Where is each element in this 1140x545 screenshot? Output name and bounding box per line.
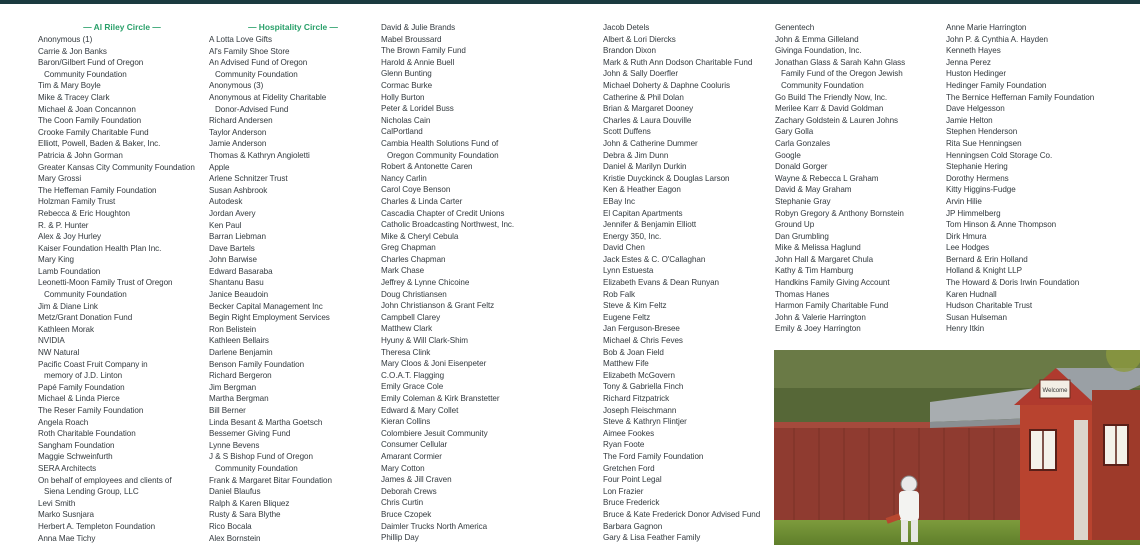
donor-name: Mike & Cheryl Cebula (381, 231, 459, 241)
donor-name: David & May Graham (775, 185, 852, 195)
donor-name: Robert & Antonette Caren (381, 162, 473, 172)
donor-name: Marko Susnjara (38, 510, 94, 520)
donor-name: Chris Curtin (381, 498, 424, 508)
farm-photo (774, 350, 1140, 545)
donor-name: The Bernice Heffernan Family Foundation (946, 92, 1095, 102)
donor-name: Rebecca & Eric Houghton (38, 208, 130, 218)
donor-name: Michael & Joan Concannon (38, 104, 136, 114)
donor-name: John Christianson & Grant Feltz (381, 301, 495, 311)
donor-name: Arvin Hilie (946, 196, 982, 206)
donor-name: Cascadia Chapter of Credit Unions (381, 208, 505, 218)
donor-name: Mabel Broussard (381, 34, 442, 44)
donor-name: Genentech (775, 23, 815, 32)
donor-name: Cambia Health Solutions Fund of (381, 138, 499, 148)
donor-name: Theresa Clink (381, 347, 431, 357)
donor-name: Community Foundation (44, 69, 127, 79)
top-bar (0, 0, 1140, 4)
donor-name: Tim & Mary Boyle (38, 81, 101, 91)
donor-name: Lon Frazier (603, 486, 644, 496)
donor-name: Glenn Bunting (381, 69, 432, 79)
donor-name: Charles & Laura Douville (603, 115, 692, 125)
donor-name: Jennifer & Benjamin Elliott (603, 220, 697, 230)
donor-name: Anonymous (1) (38, 35, 93, 44)
donor-name: Donor-Advised Fund (215, 104, 289, 114)
donor-name: Jacob Detels (603, 23, 650, 32)
donor-name: Holly Burton (381, 92, 425, 102)
donor-name: Brandon Dixon (603, 46, 656, 56)
donor-name: Consumer Cellular (381, 440, 448, 450)
donor-name: EBay Inc (603, 196, 635, 206)
donor-name: Crooke Family Charitable Fund (38, 127, 149, 137)
donor-name: Ken Paul (209, 220, 242, 230)
donor-name: Jordan Avery (209, 208, 256, 218)
donor-name: Peter & Loridel Buss (381, 104, 454, 114)
donor-name: Givinga Foundation, Inc. (775, 46, 862, 56)
donor-name: Levi Smith (38, 498, 76, 508)
donor-name: Mary Cloos & Joni Eisenpeter (381, 359, 487, 369)
donor-name: Catherine & Phil Dolan (603, 92, 684, 102)
donor-name: Stephanie Gray (775, 196, 831, 206)
donor-name: The Ford Family Foundation (603, 451, 704, 461)
donor-name: Papé Family Foundation (38, 382, 125, 392)
donor-name: Elliott, Powell, Baden & Baker, Inc. (38, 139, 161, 149)
donor-name: Roth Charitable Foundation (38, 429, 136, 439)
donor-name: Kristie Duyckinck & Douglas Larson (603, 173, 730, 183)
donor-name: Dave Helgesson (946, 104, 1005, 114)
donor-name: Ryan Foote (603, 440, 645, 450)
donor-name: The Brown Family Fund (381, 46, 466, 56)
donor-name: Edward & Mary Collet (381, 405, 459, 415)
donor-name: Cormac Burke (381, 80, 433, 90)
donor-name: Gary Golla (775, 127, 814, 137)
donor-name: Kaiser Foundation Health Plan Inc. (38, 243, 162, 253)
donor-name: Kieran Collins (381, 417, 431, 427)
donor-name: John & Emma Gilleland (775, 34, 859, 44)
donor-name: Michael & Linda Pierce (38, 394, 120, 404)
donor-name: Holzman Family Trust (38, 197, 116, 207)
donor-name: Four Point Legal (603, 475, 662, 485)
donor-name: Jamie Anderson (209, 139, 267, 149)
donor-name: Bruce & Kate Frederick Donor Advised Fund (603, 509, 761, 519)
donor-name: Mike & Melissa Haglund (775, 243, 861, 253)
donor-name: Eugene Feltz (603, 312, 651, 322)
donor-name: Kathleen Morak (38, 324, 94, 334)
donor-name: Kathy & Tim Hamburg (775, 266, 854, 276)
donor-name: Karen Hudnall (946, 289, 997, 299)
donor-name: Mark & Ruth Ann Dodson Charitable Fund (603, 57, 753, 67)
donor-name: Hyuny & Will Clark-Shim (381, 336, 468, 346)
donor-name: Ken & Heather Eagon (603, 185, 681, 195)
donor-name: Debra & Jim Dunn (603, 150, 669, 160)
donor-name: Barran Liebman (209, 232, 266, 242)
donor-name: Shantanu Basu (209, 278, 264, 288)
donor-name: Mary Cotton (381, 463, 425, 473)
donor-name: John Barwise (209, 255, 257, 265)
circle-heading: — Al Riley Circle — (83, 22, 161, 32)
donor-name: Jamie Helton (946, 115, 993, 125)
donor-name: Martha Bergman (209, 394, 269, 404)
donor-name: J & S Bishop Fund of Oregon (209, 452, 313, 462)
donor-name: Alex Bornstein (209, 533, 261, 543)
donor-name: Dorothy Hermens (946, 173, 1009, 183)
donor-name: Stephen Henderson (946, 127, 1018, 137)
donor-name: Anonymous at Fidelity Charitable (209, 92, 327, 102)
donor-name: JP Himmelberg (946, 208, 1001, 218)
donor-name: Frank & Margaret Bitar Foundation (209, 475, 332, 485)
donor-name: Tom Hinson & Anne Thompson (946, 220, 1057, 230)
donor-name: Hedinger Family Foundation (946, 80, 1047, 90)
donor-name: SERA Architects (38, 463, 97, 473)
donor-name: Zachary Goldstein & Lauren Johns (775, 115, 899, 125)
donor-name: Taylor Anderson (209, 127, 267, 137)
donor-name: Thomas Hanes (775, 289, 830, 299)
donor-name: Huston Hedinger (946, 69, 1006, 79)
donor-name: John Hall & Margaret Chula (775, 254, 874, 264)
donor-name: Arlene Schnitzer Trust (209, 174, 288, 184)
donor-name: Jonathan Glass & Sarah Kahn Glass (775, 57, 906, 67)
donor-name: James & Jill Craven (381, 475, 452, 485)
donor-name: Greater Kansas City Community Foundation (38, 162, 195, 172)
donor-name: Jenna Perez (946, 57, 991, 67)
donor-name: Patricia & John Gorman (38, 150, 123, 160)
donor-name: Henry Itkin (946, 324, 985, 334)
donor-name: Robyn Gregory & Anthony Bornstein (775, 208, 904, 218)
donor-name: Community Foundation (781, 80, 864, 90)
donor-name: Lynne Bevens (209, 440, 260, 450)
donor-name: Rusty & Sara Blythe (209, 510, 281, 520)
donor-name: Carol Coye Benson (381, 185, 451, 195)
donor-name: Siena Lending Group, LLC (44, 487, 139, 497)
donor-name: Richard Bergeron (209, 371, 272, 381)
donor-name: Baron/Gilbert Fund of Oregon (38, 58, 144, 68)
donor-name: Emily Coleman & Kirk Branstetter (381, 394, 500, 403)
donor-name: Joseph Fleischmann (603, 405, 677, 415)
donor-name: Henningsen Cold Storage Co. (946, 150, 1053, 160)
donor-name: Daniel & Marilyn Durkin (603, 162, 687, 172)
donor-name: Community Foundation (44, 290, 127, 300)
donor-name: Angela Roach (38, 417, 89, 427)
donor-name: Doug Christiansen (381, 289, 447, 299)
donor-name: Michael Doherty & Daphne Cooluris (603, 80, 731, 90)
donor-name: Aimee Fookes (603, 428, 655, 438)
donor-name: The Coon Family Foundation (38, 116, 142, 126)
donor-name: Carrie & Jon Banks (38, 46, 107, 56)
donor-name: Jack Estes & C. O'Callaghan (603, 254, 706, 264)
donor-name: Leonetti-Moon Family Trust of Oregon (38, 278, 173, 288)
donor-name: The Reser Family Foundation (38, 406, 144, 415)
donor-name: Holland & Knight LLP (946, 266, 1022, 276)
donor-name: Jim & Diane Link (38, 301, 98, 311)
donor-name: Ground Up (775, 220, 815, 230)
donor-name: Go Build The Friendly Now, Inc. (775, 92, 888, 102)
donor-name: Community Foundation (215, 69, 298, 79)
donor-name: Scott Duffens (603, 127, 651, 137)
donor-name: Steve & Kim Feltz (603, 301, 667, 311)
donor-name: Becker Capital Management Inc (209, 301, 323, 311)
donor-name: Kenneth Hayes (946, 46, 1001, 56)
donor-name: Matthew Fife (603, 359, 649, 369)
donor-name: Herbert A. Templeton Foundation (38, 521, 156, 531)
donor-name: Merilee Karr & David Goldman (775, 104, 884, 114)
donor-name: An Advised Fund of Oregon (209, 58, 308, 68)
circle-heading: — Hospitality Circle — (248, 22, 338, 32)
donor-name: Kitty Higgins-Fudge (946, 185, 1016, 195)
donor-name: Susan Hulseman (946, 312, 1007, 322)
donor-name: Greg Chapman (381, 243, 436, 253)
donor-name: Elizabeth Evans & Dean Runyan (603, 278, 719, 288)
donor-name: Jeffrey & Lynne Chicoine (381, 278, 470, 288)
donor-name: A Lotta Love Gifts (209, 35, 272, 44)
donor-name: Emily Grace Cole (381, 382, 444, 392)
donor-name: Kathleen Bellairs (209, 336, 269, 346)
donor-name: Al's Family Shoe Store (209, 46, 290, 56)
donor-name: Family Fund of the Oregon Jewish (781, 69, 903, 79)
donor-name: Amarant Cormier (381, 451, 442, 461)
donor-name: Dan Grumbling (775, 231, 829, 241)
donor-name: Google (775, 150, 801, 160)
donor-name: CalPortland (381, 127, 423, 137)
donor-name: Wayne & Rebecca L Graham (775, 173, 879, 183)
donor-name: Dave Bartels (209, 243, 255, 253)
donor-name: Colombiere Jesuit Community (381, 428, 488, 438)
donor-name: John & Sally Doerfler (603, 69, 678, 79)
donor-name: Benson Family Foundation (209, 359, 305, 369)
donor-name: Oregon Community Foundation (387, 150, 499, 160)
donor-name: Anne Marie Harrington (946, 23, 1027, 32)
donor-name: Lynn Estuesta (603, 266, 654, 276)
donor-name: Brian & Margaret Dooney (603, 104, 694, 114)
donor-name: Steve & Kathryn Flintjer (603, 417, 687, 427)
donor-name: Albert & Lori Diercks (603, 34, 676, 44)
donor-name: Mark Chase (381, 266, 425, 276)
donor-name: John & Catherine Dummer (603, 138, 698, 148)
donor-column-6 (946, 22, 1136, 335)
donor-name: NVIDIA (38, 336, 65, 346)
donor-name: Jan Ferguson-Bresee (603, 324, 680, 334)
donor-name: Edward Basaraba (209, 266, 273, 276)
donor-name: Bruce Frederick (603, 498, 660, 508)
donor-name: Mary Grossi (38, 174, 82, 184)
donor-name: Charles Chapman (381, 254, 446, 264)
donor-name: On behalf of employees and clients of (38, 475, 172, 485)
donor-name: Richard Andersen (209, 116, 273, 126)
donor-name: Energy 350, Inc. (603, 231, 662, 241)
donor-name: Elizabeth McGovern (603, 370, 675, 380)
donor-name: Dirk Hmura (946, 231, 987, 241)
donor-column-5 (775, 22, 945, 335)
donor-name: Hudson Charitable Trust (946, 301, 1033, 311)
farm-scene-image (774, 350, 1140, 545)
donor-name: Daniel Blaufus (209, 487, 261, 497)
shed-sign: Welcome (1042, 388, 1068, 394)
donor-name: Ralph & Karen Bliquez (209, 498, 290, 508)
donor-name: Daimler Trucks North America (381, 521, 488, 531)
donor-name: El Capitan Apartments (603, 208, 683, 218)
donor-name: Lee Hodges (946, 243, 990, 253)
donor-name: Begin Right Employment Services (209, 313, 330, 323)
donor-name: Rob Falk (603, 289, 635, 299)
donor-column-al-riley-circle (38, 22, 206, 544)
donor-name: NW Natural (38, 348, 80, 358)
donor-name: David & Julie Brands (381, 23, 456, 32)
donor-name: Ron Belistein (209, 324, 257, 334)
donor-name: Phillip Day (381, 533, 419, 543)
donor-name: memory of J.D. Linton (44, 371, 123, 381)
donor-name: Bruce Czopek (381, 509, 432, 519)
donor-name: Barbara Gagnon (603, 521, 663, 531)
donor-name: Nancy Carlin (381, 173, 427, 183)
donor-name: Anna Mae Tichy (38, 533, 96, 543)
donor-name: John P. & Cynthia A. Hayden (946, 34, 1048, 44)
donor-name: Darlene Benjamin (209, 348, 273, 358)
donor-name: Thomas & Kathryn Angioletti (209, 150, 310, 160)
donor-name: Rico Bocala (209, 521, 252, 531)
donor-name: Linda Besant & Martha Goetsch (209, 417, 323, 427)
donor-name: Metz/Grant Donation Fund (38, 313, 133, 323)
donor-name: Charles & Linda Carter (381, 196, 463, 206)
donor-name: Maggie Schweinfurth (38, 452, 113, 462)
donor-name: Mary King (38, 255, 74, 265)
donor-name: Tony & Gabriella Finch (603, 382, 684, 392)
donor-name: Richard Fitzpatrick (603, 394, 670, 403)
donor-name: Jim Bergman (209, 382, 257, 392)
donor-name: Donald Gorger (775, 162, 828, 172)
donor-name: David Chen (603, 243, 645, 253)
donor-name: C.O.A.T. Flagging (381, 370, 445, 380)
donor-name: Mike & Tracey Clark (38, 92, 110, 102)
donor-name: R. & P. Hunter (38, 220, 89, 230)
donor-name: Bob & Joan Field (603, 347, 664, 357)
donor-name: Harold & Annie Buell (381, 57, 455, 67)
donor-name: Deborah Crews (381, 486, 437, 496)
donor-name: Handkins Family Giving Account (775, 278, 890, 288)
donor-name: Susan Ashbrook (209, 185, 268, 195)
donor-name: Campbell Clarey (381, 312, 441, 322)
donor-name: Gretchen Ford (603, 463, 655, 473)
donor-name: Emily & Joey Harrington (775, 324, 861, 334)
donor-name: Sangham Foundation (38, 440, 115, 450)
donor-name: Carla Gonzales (775, 138, 831, 148)
donor-name: Stephanie Hering (946, 162, 1008, 172)
donor-name: John & Valerie Harrington (775, 312, 866, 322)
donor-column-3 (381, 22, 601, 544)
donor-name: Rita Sue Henningsen (946, 138, 1022, 148)
donor-name: Catholic Broadcasting Northwest, Inc. (381, 220, 515, 230)
donor-name: Anonymous (3) (209, 81, 264, 91)
donor-name: The Howard & Doris Irwin Foundation (946, 278, 1080, 288)
donor-name: Lamb Foundation (38, 266, 101, 276)
donor-name: Community Foundation (215, 463, 298, 473)
donor-name: Bessemer Giving Fund (209, 429, 291, 439)
donor-name: Alex & Joy Hurley (38, 232, 102, 242)
donor-name: The Heffeman Family Foundation (38, 185, 157, 195)
donor-column-4 (603, 22, 773, 544)
donor-name: Bill Berner (209, 406, 246, 415)
donor-name: Bernard & Erin Holland (946, 254, 1028, 264)
donor-name: Matthew Clark (381, 324, 433, 334)
donor-name: Pacific Coast Fruit Company in (38, 359, 148, 369)
donor-name: Nicholas Cain (381, 115, 431, 125)
donor-name: Gary & Lisa Feather Family (603, 533, 701, 543)
donor-name: Autodesk (209, 197, 243, 207)
donor-name: Harmon Family Charitable Fund (775, 301, 889, 311)
donor-name: Michael & Chris Feves (603, 336, 683, 346)
donor-name: Janice Beaudoin (209, 290, 269, 300)
donor-name: Apple (209, 162, 230, 172)
donor-column-hospitality-circle (209, 22, 377, 544)
